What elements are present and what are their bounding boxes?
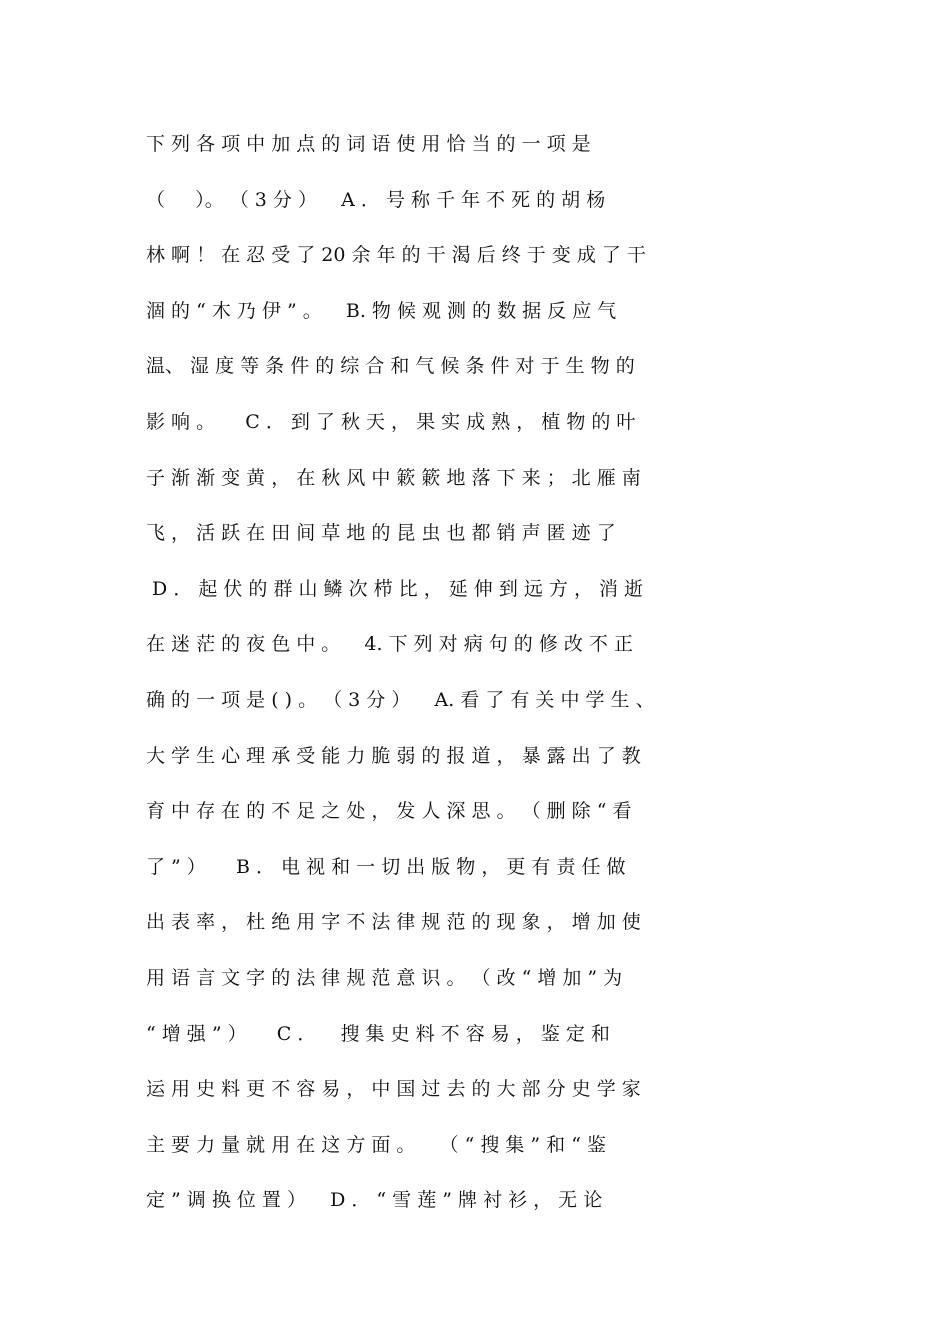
text-line: 温、 湿 度 等 条 件 的 综 合 和 气 候 条 件 对 于 生 物 的 [146, 355, 635, 378]
text-line: 下 列 各 项 中 加 点 的 词 语 使 用 恰 当 的 一 项 是 [146, 133, 591, 155]
text-line: 在 迷 茫 的 夜 色 中 。 4. 下 列 对 病 句 的 修 改 不 正 [146, 633, 633, 656]
text-line: 了 ” ） B ． 电 视 和 一 切 出 版 物 ， 更 有 责 任 做 [146, 855, 626, 878]
text-line: （ ）。 （ 3 分 ） A ． 号 称 千 年 不 死 的 胡 杨 [146, 188, 606, 211]
text-line: 涸 的 “ 木 乃 伊 ” 。 B. 物 候 观 测 的 数 据 反 应 气 [146, 299, 617, 322]
text-line: D ． 起 伏 的 群 山 鳞 次 栉 比 ， 延 伸 到 远 方 ， 消 逝 [146, 577, 644, 600]
text-line: 用 语 言 文 字 的 法 律 规 范 意 识 。 （ 改 “ 增 加 ” 为 [146, 966, 623, 989]
text-line: 子 渐 渐 变 黄 ， 在 秋 风 中 簌 簌 地 落 下 来 ； 北 雁 南 [146, 466, 641, 489]
text-line: 林 啊 ！ 在 忍 受 了 20 余 年 的 干 渴 后 终 于 变 成 了 干 [146, 244, 646, 267]
text-line: 确 的 一 项 是 ( ) 。 （ 3 分 ） A. 看 了 有 关 中 学 生 、 [146, 688, 655, 711]
text-line: 主 要 力 量 就 用 在 这 方 面 。 （ “ 搜 集 ” 和 “ 鉴 [146, 1133, 606, 1156]
text-line: 飞 ， 活 跃 在 田 间 草 地 的 昆 虫 也 都 销 声 匿 迹 了 [146, 522, 616, 545]
text-line: “ 增 强 ” ） C ． 搜 集 史 料 不 容 易 ， 鉴 定 和 [146, 1022, 610, 1045]
question-text [146, 126, 846, 1238]
text-line: 定 ” 调 换 位 置 ） D ． “ 雪 莲 ” 牌 衬 衫 ， 无 论 [146, 1189, 603, 1212]
text-line: 育 中 存 在 的 不 足 之 处 ， 发 人 深 思 。 （ 删 除 “ 看 [146, 800, 632, 823]
text-line: 出 表 率 ， 杜 绝 用 字 不 法 律 规 范 的 现 象 ， 增 加 使 [146, 911, 641, 934]
text-line: 运 用 史 料 更 不 容 易 ， 中 国 过 去 的 大 部 分 史 学 家 [146, 1078, 641, 1101]
text-line: 大 学 生 心 理 承 受 能 力 脆 弱 的 报 道 ， 暴 露 出 了 教 [146, 744, 641, 767]
text-line: 影 响 。 C ． 到 了 秋 天 ， 果 实 成 熟 ， 植 物 的 叶 [146, 410, 636, 433]
